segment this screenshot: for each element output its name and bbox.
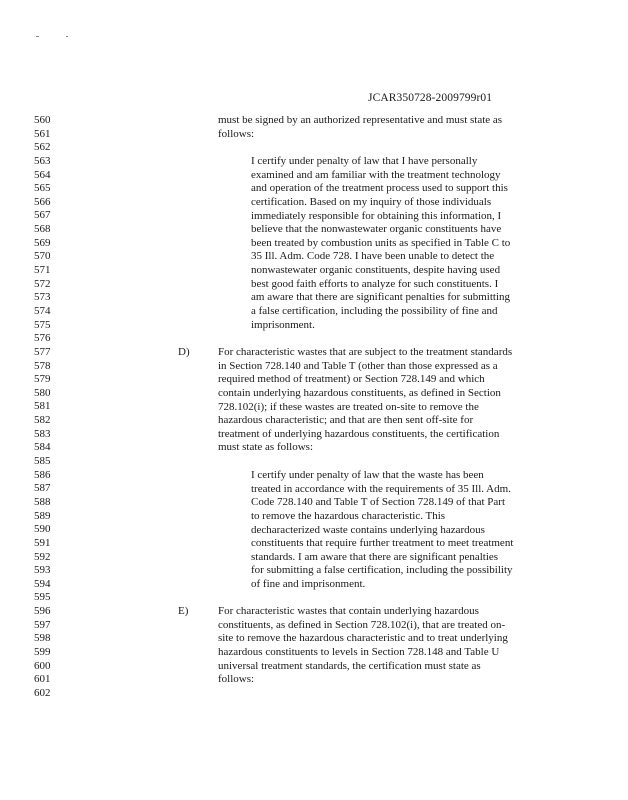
continuation-paragraph (218, 114, 502, 141)
line-number: 567 (34, 209, 51, 222)
scan-speck (66, 36, 68, 37)
text-line: am aware that there are significant penalties for submitting (251, 291, 511, 304)
text-line: universal treatment standards, the certification must state as (218, 659, 481, 672)
text-line: Code 728.140 and Table T of Section 728.149 of that Part (251, 496, 506, 509)
text-line: 728.102(i); if these wastes are treated on-site to remove the (218, 400, 479, 413)
line-number: 576 (34, 332, 51, 345)
line-number: 575 (34, 318, 51, 331)
text-line: constituents, as defined in Section 728.102(i), that are treated on- (218, 618, 506, 631)
scan-speck (36, 36, 39, 37)
text-line: of fine and imprisonment. (251, 578, 366, 591)
text-line: follows: (218, 127, 255, 140)
line-number: 586 (34, 468, 51, 481)
line-number: 583 (34, 427, 51, 440)
text-line: imprisonment. (251, 318, 315, 331)
line-number: 572 (34, 277, 51, 290)
line-number: 569 (34, 236, 51, 249)
item-d-label: D) (178, 346, 190, 358)
line-number: 565 (34, 182, 51, 195)
line-number: 596 (34, 605, 51, 618)
line-number: 573 (34, 291, 51, 304)
document-code: JCAR350728-2009799r01 (368, 92, 493, 104)
line-number: 574 (34, 304, 51, 317)
item-d-paragraph (218, 346, 512, 455)
line-number: 595 (34, 591, 51, 604)
line-number: 577 (34, 345, 51, 358)
line-number: 580 (34, 386, 51, 399)
line-number: 568 (34, 223, 51, 236)
text-line: treated in accordance with the requirements of 35 Ill. Adm. (251, 482, 511, 495)
text-line: standards. I am aware that there are significant penalties (251, 550, 499, 563)
text-line: contain underlying hazardous constituents, as defined in Section (218, 386, 501, 399)
line-number: 578 (34, 359, 51, 372)
line-number: 589 (34, 509, 51, 522)
text-line: treatment of underlying hazardous constituents, the certification (218, 427, 500, 440)
text-line: examined and am familiar with the treatment technology (251, 168, 501, 181)
text-line: in Section 728.140 and Table T (other than those expressed as a (218, 359, 498, 372)
text-line: immediately responsible for obtaining this information, I (251, 209, 502, 222)
item-e-label: E) (178, 605, 189, 617)
line-number: 597 (34, 618, 51, 631)
line-number: 585 (34, 455, 51, 468)
text-line: believe that the nonwastewater organic constituents have (251, 223, 502, 236)
line-number: 562 (34, 141, 51, 154)
line-number: 582 (34, 414, 51, 427)
certification-statement-2 (251, 469, 513, 592)
text-line: For characteristic wastes that contain underlying hazardous (218, 605, 479, 617)
text-line: decharacterized waste contains underlying hazardous (251, 523, 485, 536)
text-line: must be signed by an authorized representative and must state as (218, 114, 503, 126)
text-line: I certify under penalty of law that the waste has been (251, 469, 484, 481)
text-line: must state as follows: (218, 441, 314, 454)
line-number: 588 (34, 495, 51, 508)
text-line: follows: (218, 673, 255, 686)
text-line: site to remove the hazardous characteristic and to treat underlying (218, 632, 508, 645)
line-number: 581 (34, 400, 51, 413)
text-line: I certify under penalty of law that I have personally (251, 155, 478, 167)
line-number: 566 (34, 195, 51, 208)
line-number: 602 (34, 686, 51, 699)
line-number: 579 (34, 373, 51, 386)
text-line: a false certification, including the possibility of fine and (251, 305, 498, 318)
text-line: best good faith efforts to analyze for such constituents. I (251, 277, 499, 290)
certification-statement-1 (251, 155, 510, 332)
line-number: 587 (34, 482, 51, 495)
text-line: to remove the hazardous characteristic. This (251, 509, 446, 522)
line-number: 600 (34, 659, 51, 672)
item-e-paragraph (218, 605, 508, 687)
line-number: 584 (34, 441, 51, 454)
text-line: hazardous constituents to levels in Section 728.148 and Table U (218, 645, 500, 658)
line-number: 564 (34, 168, 51, 181)
line-number: 601 (34, 673, 51, 686)
line-number: 590 (34, 523, 51, 536)
text-line: constituents that require further treatment to meet treatment (251, 537, 514, 550)
text-line: certification. Based on my inquiry of those individuals (251, 195, 492, 208)
line-number-column (34, 114, 64, 701)
text-line: for submitting a false certification, including the possibility (251, 564, 513, 577)
line-number: 594 (34, 577, 51, 590)
line-number: 599 (34, 645, 51, 658)
text-line: and operation of the treatment process used to support this (251, 182, 508, 195)
text-line: hazardous characteristic; and that are then sent off-site for (218, 414, 474, 427)
text-line: For characteristic wastes that are subject to the treatment standards (218, 346, 513, 358)
line-number: 598 (34, 632, 51, 645)
line-number: 571 (34, 264, 51, 277)
line-number: 570 (34, 250, 51, 263)
line-number: 591 (34, 536, 51, 549)
text-line: required method of treatment) or Section 728.149 and which (218, 373, 485, 386)
line-number: 560 (34, 114, 51, 126)
text-line: nonwastewater organic constituents, despite having used (251, 264, 501, 277)
line-number: 561 (34, 127, 51, 140)
line-number: 592 (34, 550, 51, 563)
text-line: been treated by combustion units as specified in Table C to (251, 236, 511, 249)
line-number: 563 (34, 154, 51, 167)
text-line: 35 Ill. Adm. Code 728. I have been unable to detect the (251, 250, 495, 263)
line-number: 593 (34, 564, 51, 577)
